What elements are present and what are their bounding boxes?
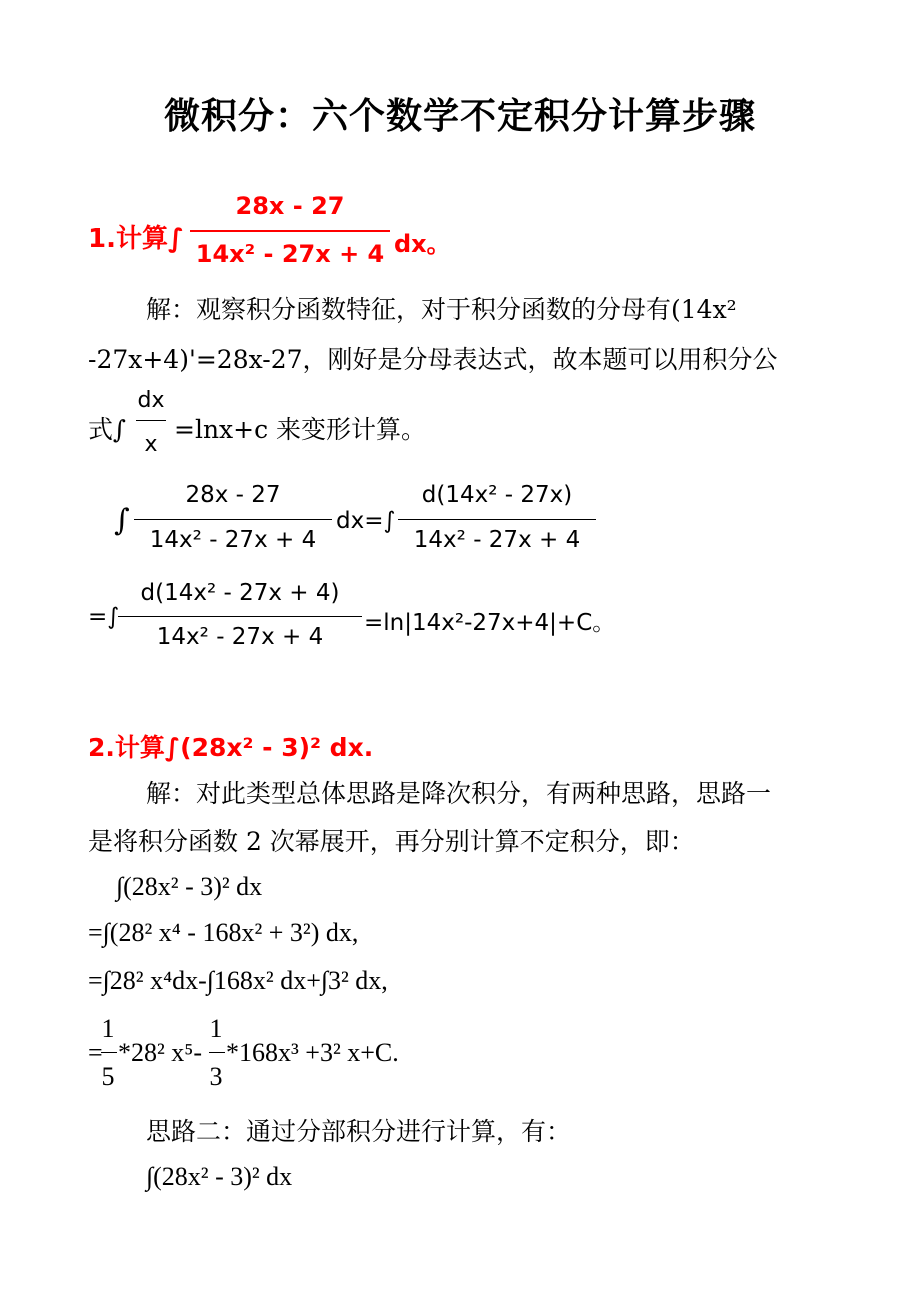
fraction-2-numerator: 1 (209, 1014, 223, 1043)
fraction-2-denominator: 3 (209, 1062, 223, 1091)
fraction-bar (101, 1052, 117, 1053)
method-2-line-1: ∫(28x² - 3)² dx (146, 1162, 293, 1191)
method-2-heading: 思路二：通过分部积分进行计算，有： (146, 1117, 572, 1146)
equation-1-denominator-2: 14x² - 27x + 4 (413, 527, 581, 553)
expansion-term-1: *28² x⁵- (118, 1038, 203, 1067)
dx-numerator: dx (137, 388, 165, 413)
solution-2-line-1: 解：对此类型总体思路是降次积分，有两种思路，思路一 (146, 779, 772, 808)
equation-2-denominator: 14x² - 27x + 4 (156, 624, 324, 650)
equation-2-prefix: =∫ (88, 604, 120, 630)
equation-2-numerator: d(14x² - 27x + 4) (140, 580, 340, 606)
expansion-term-2: *168x³ +3² x+C. (226, 1038, 399, 1067)
equals-sign: = (88, 1038, 103, 1067)
problem-1-label: 1.计算∫ (88, 224, 184, 254)
solution-1-line-3-suffix: =lnx+c 来变形计算。 (174, 415, 427, 444)
x-denominator: x (144, 432, 158, 457)
equation-1-denominator: 14x² - 27x + 4 (149, 527, 317, 553)
page-title: 微积分：六个数学不定积分计算步骤 (163, 96, 756, 137)
fraction-1-numerator: 1 (101, 1014, 115, 1043)
equation-1-numerator-2: d(14x² - 27x) (421, 482, 573, 508)
fraction-bar (118, 616, 362, 617)
solution-1-line-3-prefix: 式∫ (88, 415, 127, 444)
fraction-bar (190, 230, 390, 232)
equation-1-middle: dx=∫ (336, 508, 396, 534)
solution-1-line-1: 解：观察积分函数特征，对于积分函数的分母有(14x² (146, 295, 737, 324)
fraction-1-denominator: 5 (101, 1062, 115, 1091)
problem-1-denominator: 14x² - 27x + 4 (195, 240, 385, 268)
solution-2-line-2: 是将积分函数 2 次幂展开，再分别计算不定积分，即： (88, 827, 695, 856)
problem-1-suffix: dx。 (394, 230, 451, 258)
expansion-line-1: ∫(28x² - 3)² dx (116, 872, 263, 901)
integral-sign: ∫ (114, 503, 130, 538)
expansion-line-3: =∫28² x⁴dx-∫168x² dx+∫3² dx, (88, 966, 388, 995)
problem-1-numerator: 28x - 27 (235, 192, 345, 220)
fraction-bar (209, 1052, 225, 1053)
equation-2-result: =ln|14x²-27x+4|+C。 (364, 610, 616, 636)
fraction-bar (134, 519, 332, 520)
solution-1-line-2: -27x+4)'=28x-27，刚好是分母表达式，故本题可以用积分公 (88, 345, 778, 374)
problem-2-heading: 2.计算∫(28x² - 3)² dx. (88, 733, 374, 762)
equation-1-numerator: 28x - 27 (185, 482, 281, 508)
fraction-bar (398, 519, 596, 520)
fraction-bar (136, 420, 166, 421)
expansion-line-2: =∫(28² x⁴ - 168x² + 3²) dx, (88, 918, 359, 947)
